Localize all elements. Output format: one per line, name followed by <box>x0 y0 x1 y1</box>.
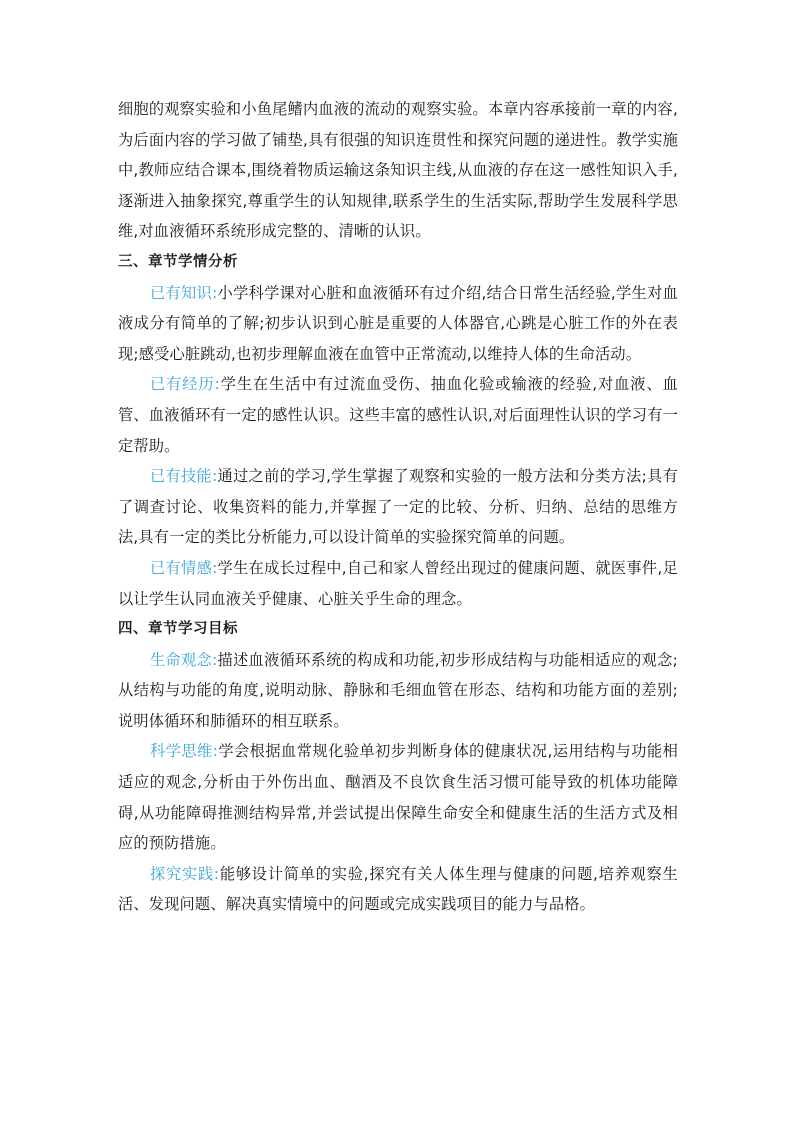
intro-paragraph: 细胞的观察实验和小鱼尾鳍内血液的流动的观察实验。本章内容承接前一章的内容,为后面内容的学习做了铺垫,具有很强的知识连贯性和探究问题的递进性。教学实施中,教师应结合课本,围绕着物质运输这条知识主线,从血液的存在这一感性知识入手,逐渐进入抽象探究,尊重学生的认知规律,联系学生的生活实际,帮助学生发展科学思维,对血液循环系统形成完整的、清晰的认识。 <box>118 100 678 241</box>
paragraph-prior-emotion <box>118 553 678 614</box>
label-inquiry-practice: 探究实践: <box>150 864 220 883</box>
label-prior-knowledge: 已有知识: <box>150 283 218 302</box>
document-body <box>118 94 678 920</box>
paragraph-inquiry-practice <box>118 859 678 920</box>
text-prior-experience: 学生在生活中有过流血受伤、抽血化验或输液的经验,对血液、血管、血液循环有一定的感性认识。这些丰富的感性认识,对后面理性认识的学习有一定帮助。 <box>118 375 678 455</box>
label-scientific-thinking: 科学思维: <box>150 742 219 761</box>
section-heading-learning-goals: 四、章节学习目标 <box>118 621 238 638</box>
text-scientific-thinking: 学会根据血常规化验单初步判断身体的健康状况,运用结构与功能相适应的观念,分析由于外伤出血、酗酒及不良饮食生活习惯可能导致的机体功能障碍,从功能障碍推测结构异常,并尝试提出保障生命安全和健康生活的生活方式及相应的预防措施。 <box>118 742 678 853</box>
text-prior-emotion: 学生在成长过程中,自己和家人曾经出现过的健康问题、就医事件,足以让学生认同血液关乎健康、心脏关乎生命的理念。 <box>118 558 678 608</box>
paragraph-prior-skills <box>118 461 678 553</box>
paragraph-prior-knowledge <box>118 278 678 370</box>
text-prior-knowledge: 小学科学课对心脏和血液循环有过介绍,结合日常生活经验,学生对血液成分有简单的了解;初步认识到心脏是重要的人体器官,心跳是心脏工作的外在表现;感受心脏跳动,也初步理解血液在血管中正常流动,以维持人体的生命活动。 <box>118 283 678 363</box>
text-life-concept: 描述血液循环系统的构成和功能,初步形成结构与功能相适应的观念;从结构与功能的角度,说明动脉、静脉和毛细血管在形态、结构和功能方面的差别;说明体循环和肺循环的相互联系。 <box>118 650 678 730</box>
section-heading-learner-analysis: 三、章节学情分析 <box>118 253 238 270</box>
label-prior-skills: 已有技能: <box>150 467 218 486</box>
paragraph-prior-experience <box>118 369 678 461</box>
paragraph-scientific-thinking <box>118 736 678 858</box>
text-prior-skills: 通过之前的学习,学生掌握了观察和实验的一般方法和分类方法;具有了调查讨论、收集资料的能力,并掌握了一定的比较、分析、归纳、总结的思维方法,具有一定的类比分析能力,可以设计简单的实验探究简单的问题。 <box>118 467 678 547</box>
label-prior-emotion: 已有情感: <box>150 558 218 577</box>
paragraph-life-concept <box>118 645 678 737</box>
text-inquiry-practice: 能够设计简单的实验,探究有关人体生理与健康的问题,培养观察生活、发现问题、解决真实情境中的问题或完成实践项目的能力与品格。 <box>118 864 678 914</box>
label-life-concept: 生命观念: <box>150 650 218 669</box>
label-prior-experience: 已有经历: <box>150 375 220 394</box>
